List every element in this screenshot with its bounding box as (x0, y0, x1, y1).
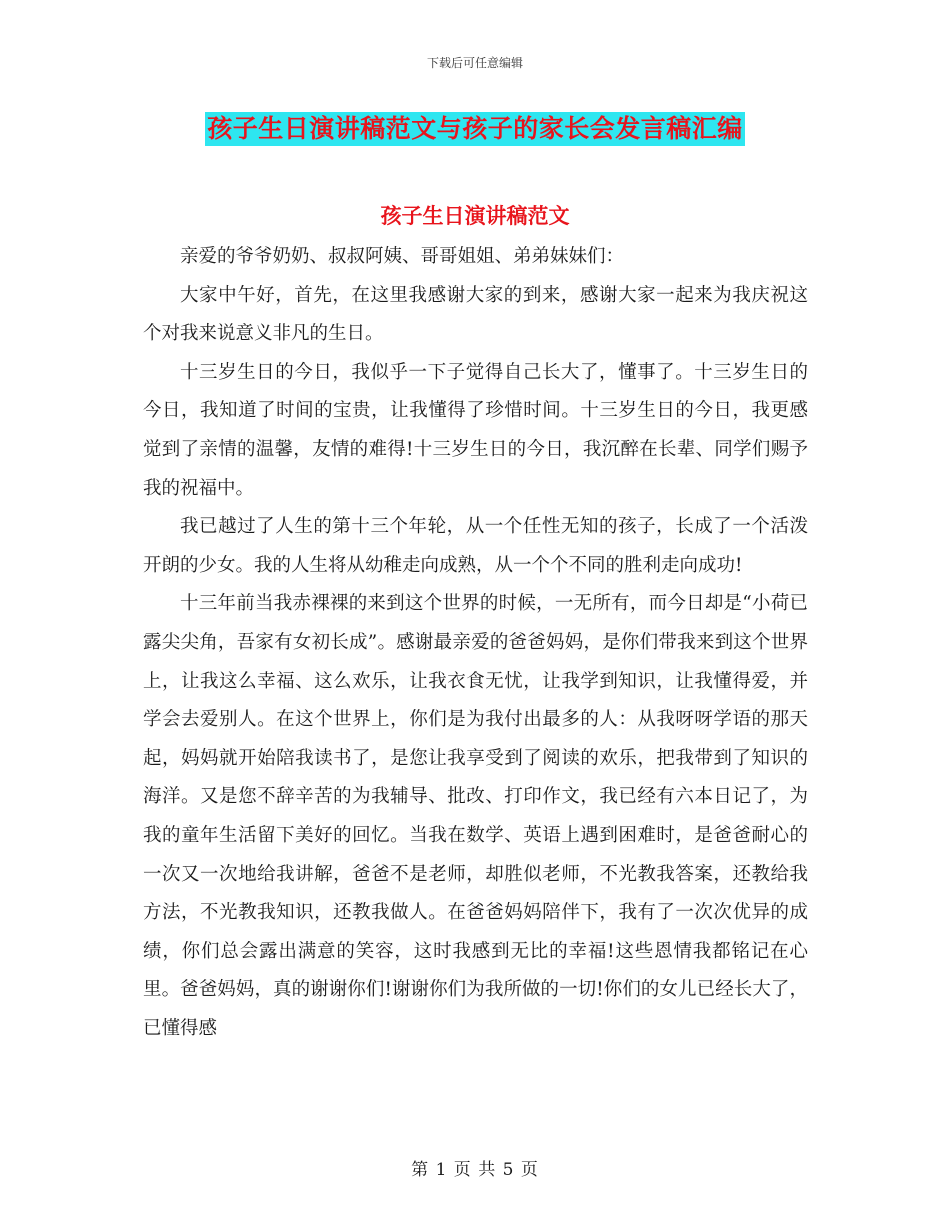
document-title-container (0, 112, 950, 146)
paragraph: 我已越过了人生的第十三个年轮，从一个任性无知的孩子，长成了一个活泼开朗的少女。我的人生将从幼稚走向成熟，从一个个不同的胜利走向成功! (143, 516, 808, 576)
section-title: 孩子生日演讲稿范文 (380, 203, 570, 228)
page-number: 第 1 页 共 5 页 (411, 1160, 539, 1180)
paragraph-greeting: 亲爱的爷爷奶奶、叔叔阿姨、哥哥姐姐、弟弟妹妹们： (180, 246, 625, 267)
page-header-note: 下载后可任意编辑 (426, 56, 523, 70)
paragraph: 十三年前当我赤裸裸的来到这个世界的时候，一无所有，而今日却是“小荷已露尖尖角，吾家有女初长成”。感谢最亲爱的爸爸妈妈，是你们带我来到这个世界上，让我这么幸福、这么欢乐，让我衣食无忧，让我学到知识，让我懂得爱，并学会去爱别人。在这个世界上，你们是为我付出最多的人：从我呀呀学语的那天起，妈妈就开始陪我读书了，是您让我享受到了阅读的欢乐，把我带到了知识的海洋。又是您不辞辛苦的为我辅导、批改、打印作文，我已经有六本日记了，为我的童年生活留下美好的回忆。当我在数学、英语上遇到困难时，是爸爸耐心的一次又一次地给我讲解，爸爸不是老师，却胜似老师，不光教我答案，还教给我方法，不光教我知识，还教我做人。在爸爸妈妈陪伴下，我有了一次次优异的成绩，你们总会露出满意的笑容，这时我感到无比的幸福!这些恩情我都铭记在心里。爸爸妈妈，真的谢谢你们!谢谢你们为我所做的一切!你们的女儿已经长大了，已懂得感 (143, 593, 808, 1039)
document-title: 孩子生日演讲稿范文与孩子的家长会发言稿汇编 (205, 112, 745, 146)
paragraph: 十三岁生日的今日，我似乎一下子觉得自己长大了，懂事了。十三岁生日的今日，我知道了时间的宝贵，让我懂得了珍惜时间。十三岁生日的今日，我更感觉到了亲情的温馨，友情的难得!十三岁生日的今日，我沉醉在长辈、同学们赐予我的祝福中。 (143, 361, 808, 499)
paragraph: 大家中午好，首先，在这里我感谢大家的到来，感谢大家一起来为我庆祝这个对我来说意义非凡的生日。 (143, 284, 808, 345)
document-body (143, 236, 808, 1048)
